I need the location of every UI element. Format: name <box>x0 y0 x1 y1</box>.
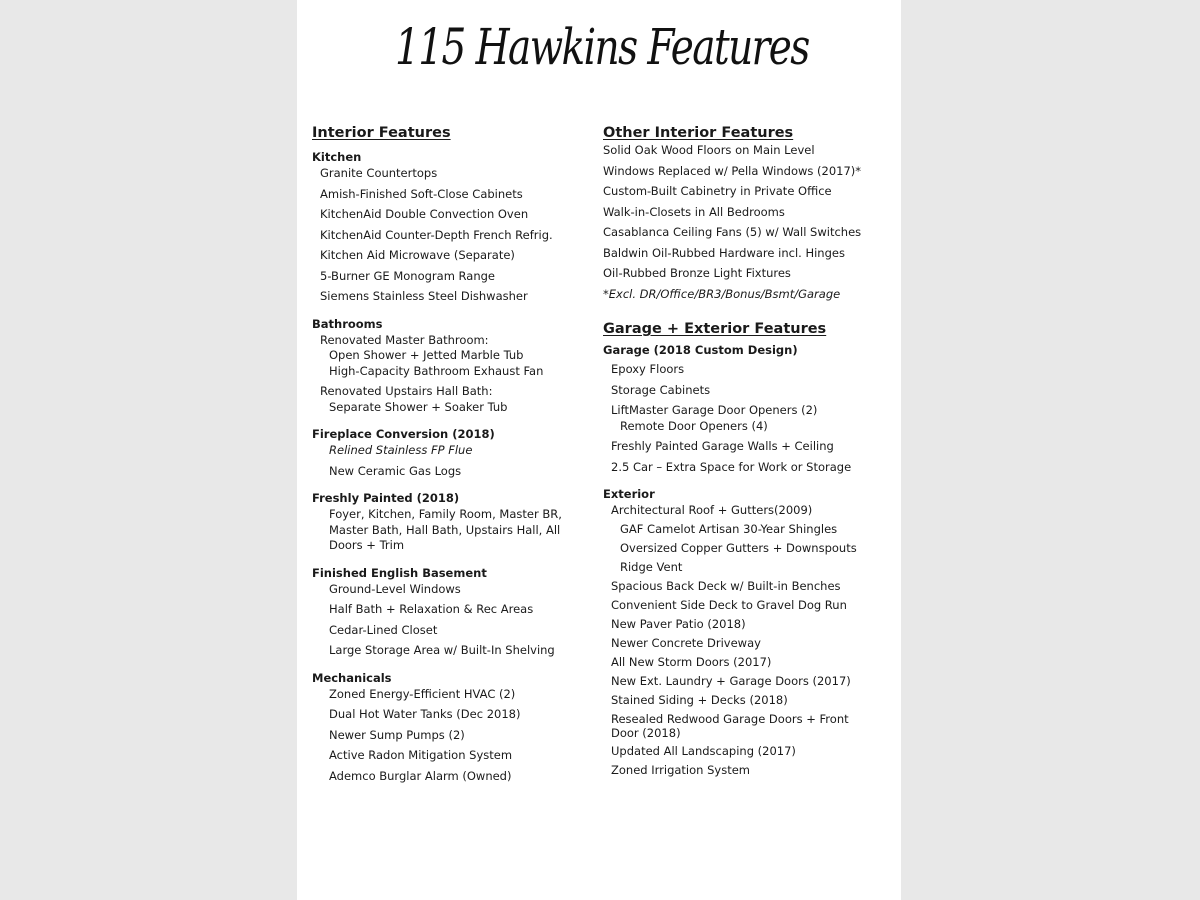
list-item: Baldwin Oil-Rubbed Hardware incl. Hinges <box>603 245 845 260</box>
list-item: Zoned Irrigation System <box>611 762 750 777</box>
list-item: Ademco Burglar Alarm (Owned) <box>329 768 512 783</box>
other-interior-header: Other Interior Features <box>603 125 794 141</box>
list-item: Epoxy Floors <box>611 362 685 376</box>
list-item: KitchenAid Counter-Depth French Refrig. <box>320 227 553 242</box>
fireplace-title: Fireplace Conversion (2018) <box>312 427 495 441</box>
list-item: Oversized Copper Gutters + Downspouts <box>620 541 857 555</box>
list-item: New Ceramic Gas Logs <box>329 463 462 478</box>
other-features-column <box>603 123 893 783</box>
list-item: Updated All Landscaping (2017) <box>611 743 796 758</box>
list-item: Active Radon Mitigation System <box>329 748 513 762</box>
list-item: Renovated Upstairs Hall Bath: <box>320 384 493 398</box>
list-item: All New Storm Doors (2017) <box>611 655 772 669</box>
list-item: GAF Camelot Artisan 30-Year Shingles <box>620 522 838 536</box>
list-item: Separate Shower + Soaker Tub <box>329 399 508 414</box>
list-item: Renovated Master Bathroom: <box>320 332 489 347</box>
list-item: Open Shower + Jetted Marble Tub <box>329 348 524 362</box>
list-item: Custom-Built Cabinetry in Private Office <box>603 184 832 198</box>
kitchen-title: Kitchen <box>312 150 362 164</box>
list-item: Oil-Rubbed Bronze Light Fixtures <box>603 266 791 280</box>
list-item: Half Bath + Relaxation & Rec Areas <box>329 602 534 616</box>
list-item: 5-Burner GE Monogram Range <box>320 268 496 283</box>
footnote: *Excl. DR/Office/BR3/Bonus/Bsmt/Garage <box>603 286 841 301</box>
list-item: Convenient Side Deck to Gravel Dog Run <box>611 598 847 612</box>
garage-title: Garage (2018 Custom Design) <box>603 343 798 357</box>
list-item: Siemens Stainless Steel Dishwasher <box>320 289 528 303</box>
list-item: Cedar-Lined Closet <box>329 622 438 637</box>
list-item: Amish-Finished Soft-Close Cabinets <box>320 186 523 201</box>
list-item: Kitchen Aid Microwave (Separate) <box>320 248 515 262</box>
list-item: Walk-in-Closets in All Bedrooms <box>603 204 785 219</box>
bathrooms-title: Bathrooms <box>312 316 383 331</box>
list-item: LiftMaster Garage Door Openers (2) <box>611 403 818 417</box>
list-item: Resealed Redwood Garage Doors + Front Door (2018) <box>611 712 849 740</box>
list-item: Solid Oak Wood Floors on Main Level <box>603 143 815 157</box>
list-item: Ground-Level Windows <box>329 581 461 596</box>
list-item: New Ext. Laundry + Garage Doors (2017) <box>611 674 851 688</box>
list-item: KitchenAid Double Convection Oven <box>320 207 529 221</box>
list-item: Newer Sump Pumps (2) <box>329 727 465 742</box>
list-item: High-Capacity Bathroom Exhaust Fan <box>329 363 544 378</box>
list-item: Spacious Back Deck w/ Built-in Benches <box>611 579 841 593</box>
mechanicals-title: Mechanicals <box>312 670 392 685</box>
interior-features-column <box>312 123 587 789</box>
list-item: Foyer, Kitchen, Family Room, Master BR, Master Bath, Hall Bath, Upstairs Hall, All Doors + Trim <box>329 507 562 552</box>
list-item: New Paver Patio (2018) <box>611 617 746 631</box>
garage-exterior-header: Garage + Exterior Features <box>603 321 827 337</box>
list-item: Ridge Vent <box>620 560 683 574</box>
list-item: Dual Hot Water Tanks (Dec 2018) <box>329 707 521 721</box>
basement-title: Finished English Basement <box>312 565 487 580</box>
list-item: Stained Siding + Decks (2018) <box>611 693 788 707</box>
list-item: Zoned Energy-Efficient HVAC (2) <box>329 686 516 701</box>
list-item: Freshly Painted Garage Walls + Ceiling <box>611 439 834 453</box>
interior-features-header: Interior Features <box>312 125 451 141</box>
list-item: Granite Countertops <box>320 166 438 180</box>
list-item: Newer Concrete Driveway <box>611 636 761 650</box>
list-item: Windows Replaced w/ Pella Windows (2017)* <box>603 163 862 178</box>
document-title: 115 Hawkins Features <box>395 18 809 76</box>
list-item: Large Storage Area w/ Built-In Shelving <box>329 643 555 657</box>
exterior-title: Exterior <box>603 487 655 501</box>
painted-title: Freshly Painted (2018) <box>312 491 460 505</box>
list-item: Storage Cabinets <box>611 382 711 397</box>
list-item: Relined Stainless FP Flue <box>329 443 473 457</box>
list-item: 2.5 Car – Extra Space for Work or Storage <box>611 459 852 474</box>
list-item: Casablanca Ceiling Fans (5) w/ Wall Switches <box>603 225 862 239</box>
list-item: Remote Door Openers (4) <box>620 418 768 433</box>
document-page <box>297 0 901 900</box>
list-item: Architectural Roof + Gutters(2009) <box>611 503 813 517</box>
